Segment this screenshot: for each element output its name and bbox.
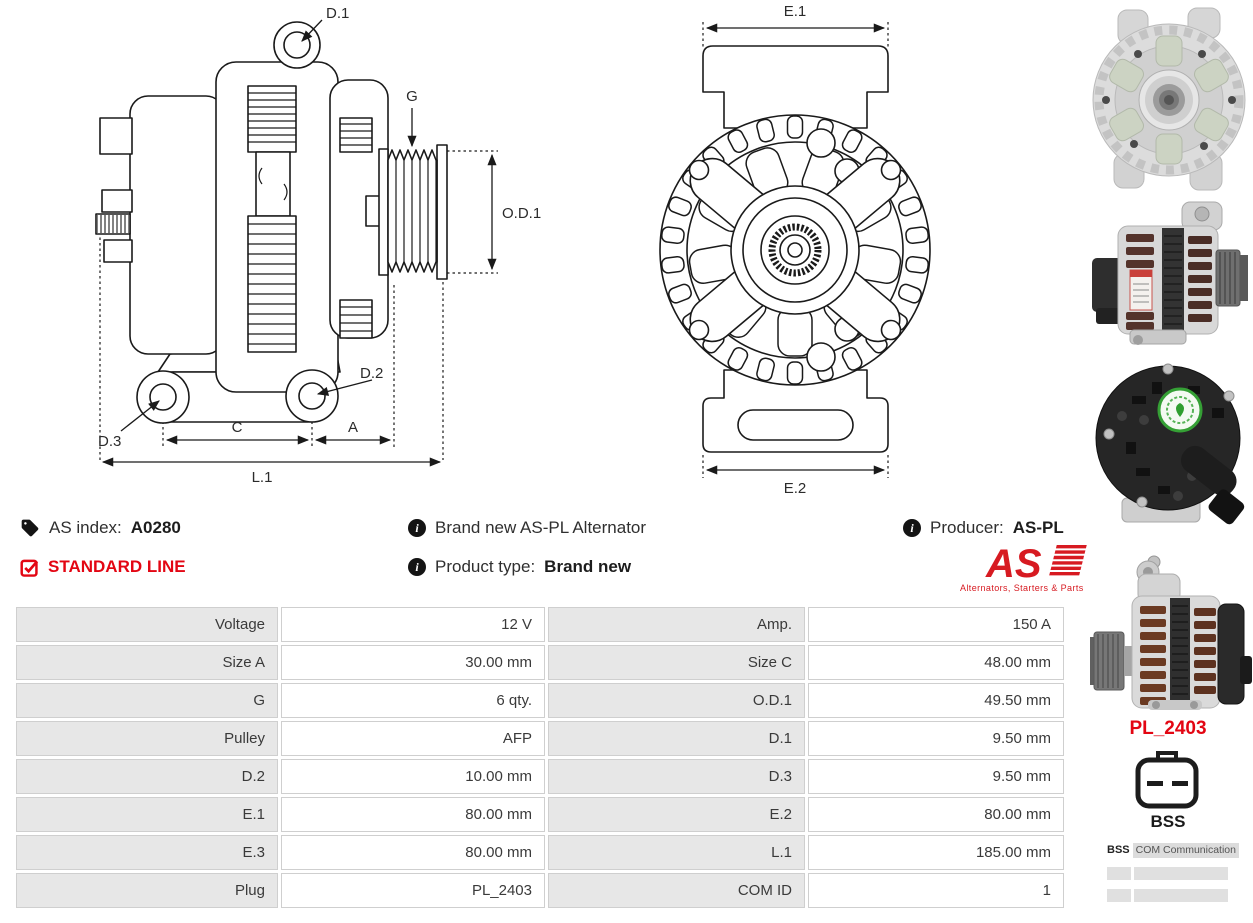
com-row bbox=[1107, 843, 1236, 858]
com-value: COM Communication bbox=[1133, 843, 1239, 858]
dim-label-g: G bbox=[406, 88, 418, 105]
com-empty-cell bbox=[1134, 867, 1228, 880]
spec-label: COM ID bbox=[548, 873, 805, 908]
spec-value: 150 A bbox=[808, 607, 1064, 642]
tag-icon bbox=[20, 518, 40, 538]
alternator-front-body bbox=[660, 46, 930, 452]
com-empty-cell bbox=[1107, 889, 1131, 902]
product-photo-rear-view bbox=[1092, 356, 1252, 532]
producer-value: AS-PL bbox=[1012, 518, 1064, 537]
spec-label: Size A bbox=[16, 645, 278, 680]
as-index-label: AS index: bbox=[49, 518, 122, 537]
standard-line-label: STANDARD LINE bbox=[48, 557, 186, 576]
com-row-empty bbox=[1107, 889, 1228, 902]
as-index-row bbox=[20, 518, 181, 538]
logo-text: AS bbox=[986, 542, 1042, 586]
dimension-e1 bbox=[703, 3, 888, 48]
dim-label-c: C bbox=[231, 419, 243, 436]
dim-label-e1: E.1 bbox=[783, 3, 807, 20]
dim-label-l1: L.1 bbox=[251, 469, 273, 486]
dim-label-a: A bbox=[347, 419, 359, 436]
spec-label: O.D.1 bbox=[548, 683, 805, 718]
com-communication-table bbox=[1107, 843, 1236, 911]
spec-value: 1 bbox=[808, 873, 1064, 908]
product-photo-side-view-pulley-right bbox=[1090, 200, 1250, 352]
spec-value: 48.00 mm bbox=[808, 645, 1064, 680]
spec-label: D.2 bbox=[16, 759, 278, 794]
technical-drawing-side-view bbox=[0, 0, 560, 500]
dim-label-d3: D.3 bbox=[98, 433, 122, 450]
product-type-label: Product type: bbox=[435, 557, 536, 576]
spec-value: 12 V bbox=[281, 607, 545, 642]
product-photo-side-view-pulley-left bbox=[1090, 540, 1252, 712]
logo-stripes bbox=[1049, 545, 1087, 575]
spec-label: Plug bbox=[16, 873, 278, 908]
com-key: BSS bbox=[1107, 844, 1130, 856]
spec-value: 30.00 mm bbox=[281, 645, 545, 680]
product-description: Brand new AS-PL Alternator bbox=[435, 518, 647, 537]
product-type-value: Brand new bbox=[544, 557, 632, 576]
spec-label: E.3 bbox=[16, 835, 278, 870]
as-index-value: A0280 bbox=[130, 518, 181, 537]
pulley bbox=[379, 145, 447, 279]
spec-value: 10.00 mm bbox=[281, 759, 545, 794]
producer-row bbox=[903, 518, 1064, 538]
spec-value: 185.00 mm bbox=[808, 835, 1064, 870]
spec-label: G bbox=[16, 683, 278, 718]
spec-value: 80.00 mm bbox=[808, 797, 1064, 832]
standard-line-row bbox=[20, 557, 186, 577]
logo-tagline: Alternators, Starters & Parts bbox=[960, 583, 1084, 593]
spec-value: 80.00 mm bbox=[281, 835, 545, 870]
spec-label: Voltage bbox=[16, 607, 278, 642]
product-type-row bbox=[408, 557, 631, 577]
spec-label: D.1 bbox=[548, 721, 805, 756]
spec-value: 9.50 mm bbox=[808, 721, 1064, 756]
com-empty-cell bbox=[1107, 867, 1131, 880]
spec-label: E.1 bbox=[16, 797, 278, 832]
com-row-empty bbox=[1107, 867, 1228, 880]
spec-value: AFP bbox=[281, 721, 545, 756]
spec-label: E.2 bbox=[548, 797, 805, 832]
dim-label-od1: O.D.1 bbox=[502, 205, 542, 222]
com-empty-cell bbox=[1134, 889, 1228, 902]
producer-label: Producer: bbox=[930, 518, 1004, 537]
spec-value: 49.50 mm bbox=[808, 683, 1064, 718]
spec-table bbox=[16, 607, 1065, 908]
spec-label: Amp. bbox=[548, 607, 805, 642]
plug-type-label: BSS bbox=[1150, 812, 1186, 831]
info-icon bbox=[408, 519, 426, 537]
info-icon bbox=[408, 558, 426, 576]
dim-label-d1: D.1 bbox=[326, 5, 350, 22]
dimension-e2 bbox=[703, 455, 888, 497]
checkbox-checked-icon bbox=[20, 558, 39, 577]
spec-value: 6 qty. bbox=[281, 683, 545, 718]
spec-label: Size C bbox=[548, 645, 805, 680]
plug-connector-icon bbox=[1133, 750, 1201, 810]
spec-value: 9.50 mm bbox=[808, 759, 1064, 794]
spec-label: D.3 bbox=[548, 759, 805, 794]
spec-label: L.1 bbox=[548, 835, 805, 870]
alternator-side-body bbox=[96, 22, 388, 423]
dim-label-e2: E.2 bbox=[783, 480, 807, 497]
technical-drawing-front-view bbox=[620, 0, 950, 500]
description-row bbox=[408, 518, 646, 538]
dim-label-d2: D.2 bbox=[360, 365, 384, 382]
spec-label: Pulley bbox=[16, 721, 278, 756]
as-pl-logo bbox=[958, 540, 1088, 594]
spec-value: PL_2403 bbox=[281, 873, 545, 908]
spec-value: 80.00 mm bbox=[281, 797, 545, 832]
plug-code: PL_2403 bbox=[1129, 718, 1207, 739]
info-icon bbox=[903, 519, 921, 537]
product-photo-front-view bbox=[1088, 4, 1250, 196]
